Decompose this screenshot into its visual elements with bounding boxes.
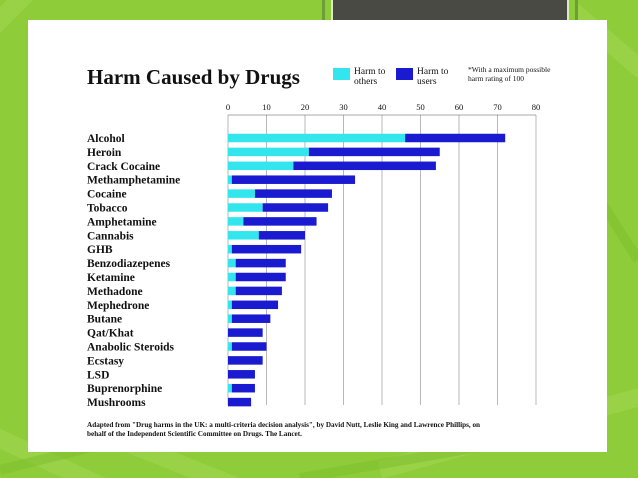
category-label: Ecstasy (87, 355, 125, 368)
bar-harm-to-others (228, 217, 243, 226)
category-label: Alcohol (87, 133, 125, 145)
bar-harm-to-others (228, 189, 255, 198)
x-tick-label: 40 (377, 102, 387, 112)
legend-label-users: Harm to users (417, 67, 449, 87)
category-label: Tobacco (87, 202, 128, 215)
bar-harm-to-others (228, 245, 232, 254)
category-label: Cannabis (87, 230, 134, 243)
bar-harm-to-others (228, 162, 293, 171)
x-tick-label: 50 (416, 102, 425, 112)
legend-note: *With a maximum possible harm rating of 100 (468, 65, 551, 83)
bar-harm-to-users (236, 259, 286, 268)
bar-harm-to-others (228, 203, 263, 212)
bar-harm-to-users (228, 398, 251, 407)
chart-title: Harm Caused by Drugs (87, 65, 300, 89)
bar-harm-to-users (263, 203, 328, 212)
x-tick-label: 20 (300, 102, 310, 112)
category-label: Qat/Khat (87, 327, 134, 340)
category-label: Cocaine (87, 188, 127, 201)
bar-harm-to-users (228, 370, 255, 379)
stacked-bar-chart (28, 20, 607, 420)
category-label: Mushrooms (87, 397, 146, 410)
category-label: Butane (87, 313, 123, 326)
category-label: Benzodiazepenes (87, 258, 171, 271)
bar-harm-to-others (228, 259, 236, 268)
bar-harm-to-users (309, 148, 440, 157)
category-label: Methamphetamine (87, 174, 181, 187)
bar-harm-to-users (255, 189, 332, 198)
bar-harm-to-users (243, 217, 316, 226)
bar-harm-to-users (232, 342, 267, 351)
category-label: Buprenorphine (87, 383, 163, 396)
bar-harm-to-others (228, 175, 232, 184)
x-tick-label: 70 (493, 102, 502, 112)
bar-harm-to-others (228, 314, 232, 323)
legend-label-others: Harm to others (354, 67, 386, 87)
x-tick-label: 10 (262, 102, 271, 112)
x-tick-label: 80 (531, 102, 541, 112)
bar-harm-to-users (293, 162, 435, 171)
bar-harm-to-others (228, 148, 309, 157)
bar-harm-to-users (232, 314, 271, 323)
bar-harm-to-users (232, 175, 355, 184)
bar-harm-to-users (228, 328, 263, 337)
x-tick-label: 30 (339, 102, 348, 112)
category-label: Heroin (87, 146, 122, 159)
bar-harm-to-others (228, 273, 236, 282)
bar-harm-to-users (236, 273, 286, 282)
category-label: LSD (87, 369, 110, 382)
bar-harm-to-users (232, 301, 278, 310)
category-label: Mephedrone (87, 299, 150, 312)
category-label: Amphetamine (87, 216, 157, 229)
bar-harm-to-others (228, 384, 232, 393)
category-label: Methadone (87, 285, 143, 298)
bar-harm-to-others (228, 231, 259, 240)
bar-harm-to-users (232, 384, 255, 393)
x-tick-label: 60 (454, 102, 464, 112)
category-label: Crack Cocaine (87, 160, 161, 173)
x-tick-label: 0 (225, 102, 231, 112)
bar-harm-to-users (405, 134, 505, 143)
bar-harm-to-users (259, 231, 305, 240)
bar-harm-to-users (236, 287, 282, 296)
slide-content (28, 20, 607, 452)
category-label: Ketamine (87, 272, 135, 284)
bar-harm-to-others (228, 301, 232, 310)
bar-harm-to-others (228, 134, 405, 143)
bar-harm-to-others (228, 287, 236, 296)
source-footnote: Adapted from "Drug harms in the UK: a multi-criteria decision analysis", by David Nutt, Leslie King and Lawrence Phillips, on behalf of the Independent Scientific Committee on Drugs. The Lancet. (87, 421, 481, 438)
bar-harm-to-users (232, 245, 301, 254)
category-label: Anabolic Steroids (87, 341, 175, 354)
bar-harm-to-others (228, 342, 232, 351)
bar-harm-to-users (228, 356, 263, 365)
category-label: GHB (87, 244, 113, 257)
